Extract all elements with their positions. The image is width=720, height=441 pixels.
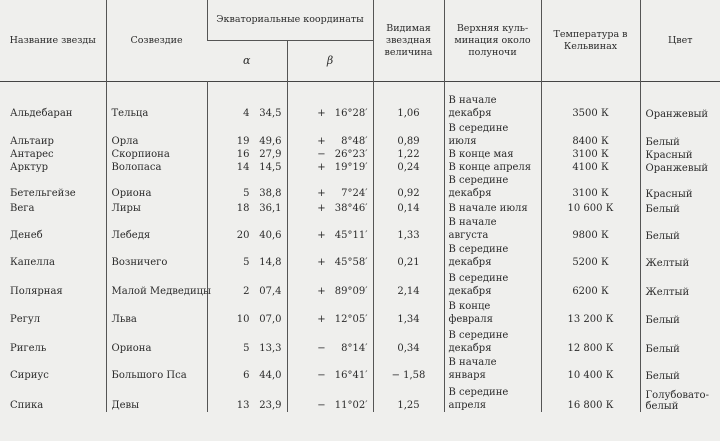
right-ascension <box>207 269 287 298</box>
star-name: Капелла <box>10 257 55 268</box>
temperature: 3100 К <box>541 148 640 161</box>
star-color: Белый <box>640 355 720 382</box>
dec-value: 26°23′ <box>334 149 368 160</box>
ra-minutes: 07,4 <box>259 286 282 297</box>
table-row <box>0 355 720 382</box>
dec-value: 89°09′ <box>334 286 368 297</box>
ra-hours: 16 <box>236 149 250 160</box>
culmination: В начале декабря <box>444 92 541 120</box>
table-row <box>0 242 720 269</box>
right-ascension <box>207 174 287 200</box>
dec-sign: − <box>317 370 326 381</box>
dec-value: 8°14′ <box>341 343 368 354</box>
dec-sign: + <box>317 203 326 214</box>
table-row <box>0 120 720 148</box>
declination <box>287 92 373 120</box>
magnitude: 0,21 <box>373 242 444 269</box>
constellation: Ориона <box>106 326 207 355</box>
magnitude: 0,92 <box>373 174 444 200</box>
table-row <box>0 215 720 242</box>
magnitude: 2,14 <box>373 269 444 298</box>
star-color: Белый <box>640 326 720 355</box>
dec-sign: + <box>317 188 326 199</box>
ra-hours: 18 <box>236 203 250 214</box>
dec-sign: + <box>317 314 326 325</box>
right-ascension <box>207 148 287 161</box>
star-name: Антарес <box>10 149 54 160</box>
culmination: В середине декабря <box>444 174 541 200</box>
dec-value: 8°48′ <box>341 136 368 147</box>
constellation: Ориона <box>106 174 207 200</box>
constellation: Волопаса <box>106 161 207 174</box>
ra-minutes: 13,3 <box>259 343 282 354</box>
ra-minutes: 14,5 <box>259 162 282 173</box>
magnitude: 0,24 <box>373 161 444 174</box>
ra-hours: 4 <box>243 108 250 119</box>
right-ascension <box>207 120 287 148</box>
star-color: Белый <box>640 215 720 242</box>
constellation: Лиры <box>106 200 207 215</box>
star-color: Белый <box>640 120 720 148</box>
dec-value: 16°41′ <box>334 370 368 381</box>
ra-hours: 10 <box>236 314 250 325</box>
star-name: Арктур <box>10 162 49 173</box>
constellation: Большого Пса <box>106 355 207 382</box>
table-row <box>0 382 720 412</box>
header-beta: β <box>287 41 373 82</box>
constellation: Девы <box>106 382 207 412</box>
table-row <box>0 148 720 161</box>
ra-minutes: 07,0 <box>259 314 282 325</box>
constellation: Тельца <box>106 92 207 120</box>
culmination: В начале июля <box>444 200 541 215</box>
star-color: Красный <box>640 174 720 200</box>
dec-value: 11°02′ <box>334 400 368 411</box>
culmination: В середине декабря <box>444 269 541 298</box>
declination <box>287 200 373 215</box>
culmination: В конце апреля <box>444 161 541 174</box>
ra-hours: 19 <box>236 136 250 147</box>
constellation: Малой Медведицы <box>106 269 207 298</box>
table-row <box>0 326 720 355</box>
culmination: В начале августа <box>444 215 541 242</box>
header-constellation: Созвездие <box>106 0 207 82</box>
dec-sign: + <box>317 136 326 147</box>
dec-sign: + <box>317 257 326 268</box>
right-ascension <box>207 200 287 215</box>
header-name: Название звезды <box>9 34 96 46</box>
star-name: Альдебаран <box>10 108 73 119</box>
ra-hours: 6 <box>243 370 250 381</box>
ra-minutes: 34,5 <box>259 108 282 119</box>
star-color: Желтый <box>640 242 720 269</box>
table-row <box>0 174 720 200</box>
table-header <box>0 0 720 82</box>
table-row <box>0 269 720 298</box>
right-ascension <box>207 161 287 174</box>
temperature: 9800 К <box>541 215 640 242</box>
temperature: 5200 К <box>541 242 640 269</box>
ra-minutes: 44,0 <box>259 370 282 381</box>
ra-minutes: 14,8 <box>259 257 282 268</box>
magnitude: 1,22 <box>373 148 444 161</box>
ra-hours: 5 <box>243 257 250 268</box>
dec-sign: − <box>317 149 326 160</box>
star-name: Ригель <box>10 343 47 354</box>
dec-value: 12°05′ <box>334 314 368 325</box>
magnitude: 1,06 <box>373 92 444 120</box>
declination <box>287 382 373 412</box>
right-ascension <box>207 326 287 355</box>
ra-hours: 5 <box>243 343 250 354</box>
header-temperature: Температура в Кельвинах <box>541 0 640 82</box>
temperature: 10 400 К <box>541 355 640 382</box>
culmination: В середине июля <box>444 120 541 148</box>
dec-value: 19°19′ <box>334 162 368 173</box>
temperature: 3100 К <box>541 174 640 200</box>
dec-sign: − <box>317 400 326 411</box>
declination <box>287 242 373 269</box>
magnitude: 1,25 <box>373 382 444 412</box>
constellation: Возничего <box>106 242 207 269</box>
star-color: Оранжевый <box>640 161 720 174</box>
culmination: В середине декабря <box>444 242 541 269</box>
star-color: Желтый <box>640 269 720 298</box>
star-name: Сириус <box>10 370 49 381</box>
ra-minutes: 49,6 <box>259 136 282 147</box>
right-ascension <box>207 355 287 382</box>
temperature: 12 800 К <box>541 326 640 355</box>
ra-hours: 2 <box>243 286 250 297</box>
ra-minutes: 36,1 <box>259 203 282 214</box>
ra-minutes: 27,9 <box>259 149 282 160</box>
star-color: Оранжевый <box>640 92 720 120</box>
table-row <box>0 161 720 174</box>
ra-hours: 13 <box>236 400 250 411</box>
culmination: В середине апреля <box>444 382 541 412</box>
table-row <box>0 92 720 120</box>
dec-value: 45°58′ <box>334 257 368 268</box>
dec-sign: + <box>317 230 326 241</box>
temperature: 10 600 К <box>541 200 640 215</box>
ra-minutes: 38,8 <box>259 188 282 199</box>
table-body <box>0 82 720 413</box>
culmination: В середине декабря <box>444 326 541 355</box>
declination <box>287 174 373 200</box>
constellation: Орла <box>106 120 207 148</box>
constellation: Скорпиона <box>106 148 207 161</box>
dec-sign: + <box>317 162 326 173</box>
dec-sign: + <box>317 286 326 297</box>
culmination: В начале января <box>444 355 541 382</box>
table-row <box>0 298 720 326</box>
declination <box>287 298 373 326</box>
culmination: В конце февраля <box>444 298 541 326</box>
star-name: Альтаир <box>10 136 54 147</box>
declination <box>287 269 373 298</box>
star-name: Полярная <box>10 286 63 297</box>
declination <box>287 215 373 242</box>
ra-minutes: 40,6 <box>259 230 282 241</box>
right-ascension <box>207 382 287 412</box>
magnitude: 1,33 <box>373 215 444 242</box>
star-color: Белый <box>640 200 720 215</box>
star-name: Спика <box>10 400 44 411</box>
header-color: Цвет <box>640 0 720 82</box>
star-color: Белый <box>640 298 720 326</box>
dec-value: 7°24′ <box>341 188 368 199</box>
magnitude: 1,34 <box>373 298 444 326</box>
star-name: Вега <box>10 203 35 214</box>
temperature: 6200 К <box>541 269 640 298</box>
dec-value: 16°28′ <box>334 108 368 119</box>
ra-hours: 14 <box>236 162 250 173</box>
temperature: 8400 К <box>541 120 640 148</box>
temperature: 13 200 К <box>541 298 640 326</box>
header-alpha: α <box>207 41 287 82</box>
magnitude: 0,89 <box>373 120 444 148</box>
ra-hours: 5 <box>243 188 250 199</box>
declination <box>287 148 373 161</box>
right-ascension <box>207 215 287 242</box>
constellation: Лебедя <box>106 215 207 242</box>
declination <box>287 355 373 382</box>
temperature: 3500 К <box>541 92 640 120</box>
declination <box>287 326 373 355</box>
constellation: Льва <box>106 298 207 326</box>
star-name: Регул <box>10 314 41 325</box>
star-color: Красный <box>640 148 720 161</box>
right-ascension <box>207 92 287 120</box>
culmination: В конце мая <box>444 148 541 161</box>
right-ascension <box>207 298 287 326</box>
ra-hours: 20 <box>236 230 250 241</box>
star-name: Бетельгейзе <box>10 188 76 199</box>
dec-value: 38°46′ <box>334 203 368 214</box>
temperature: 16 800 К <box>541 382 640 412</box>
magnitude: 0,34 <box>373 326 444 355</box>
spacer-row <box>0 82 720 93</box>
header-coords: Экваториальные координаты <box>207 0 373 41</box>
magnitude: − 1,58 <box>373 355 444 382</box>
star-name: Денеб <box>10 230 43 241</box>
temperature: 4100 К <box>541 161 640 174</box>
ra-minutes: 23,9 <box>259 400 282 411</box>
declination <box>287 161 373 174</box>
dec-sign: − <box>317 343 326 354</box>
header-culmination: Верхняя куль-минация около полуночи <box>444 0 541 82</box>
star-color: Голубовато-белый <box>640 382 720 412</box>
declination <box>287 120 373 148</box>
dec-sign: + <box>317 108 326 119</box>
dec-value: 45°11′ <box>334 230 368 241</box>
table-row <box>0 200 720 215</box>
magnitude: 0,14 <box>373 200 444 215</box>
header-magnitude: Видимая звездная величина <box>373 0 444 82</box>
right-ascension <box>207 242 287 269</box>
